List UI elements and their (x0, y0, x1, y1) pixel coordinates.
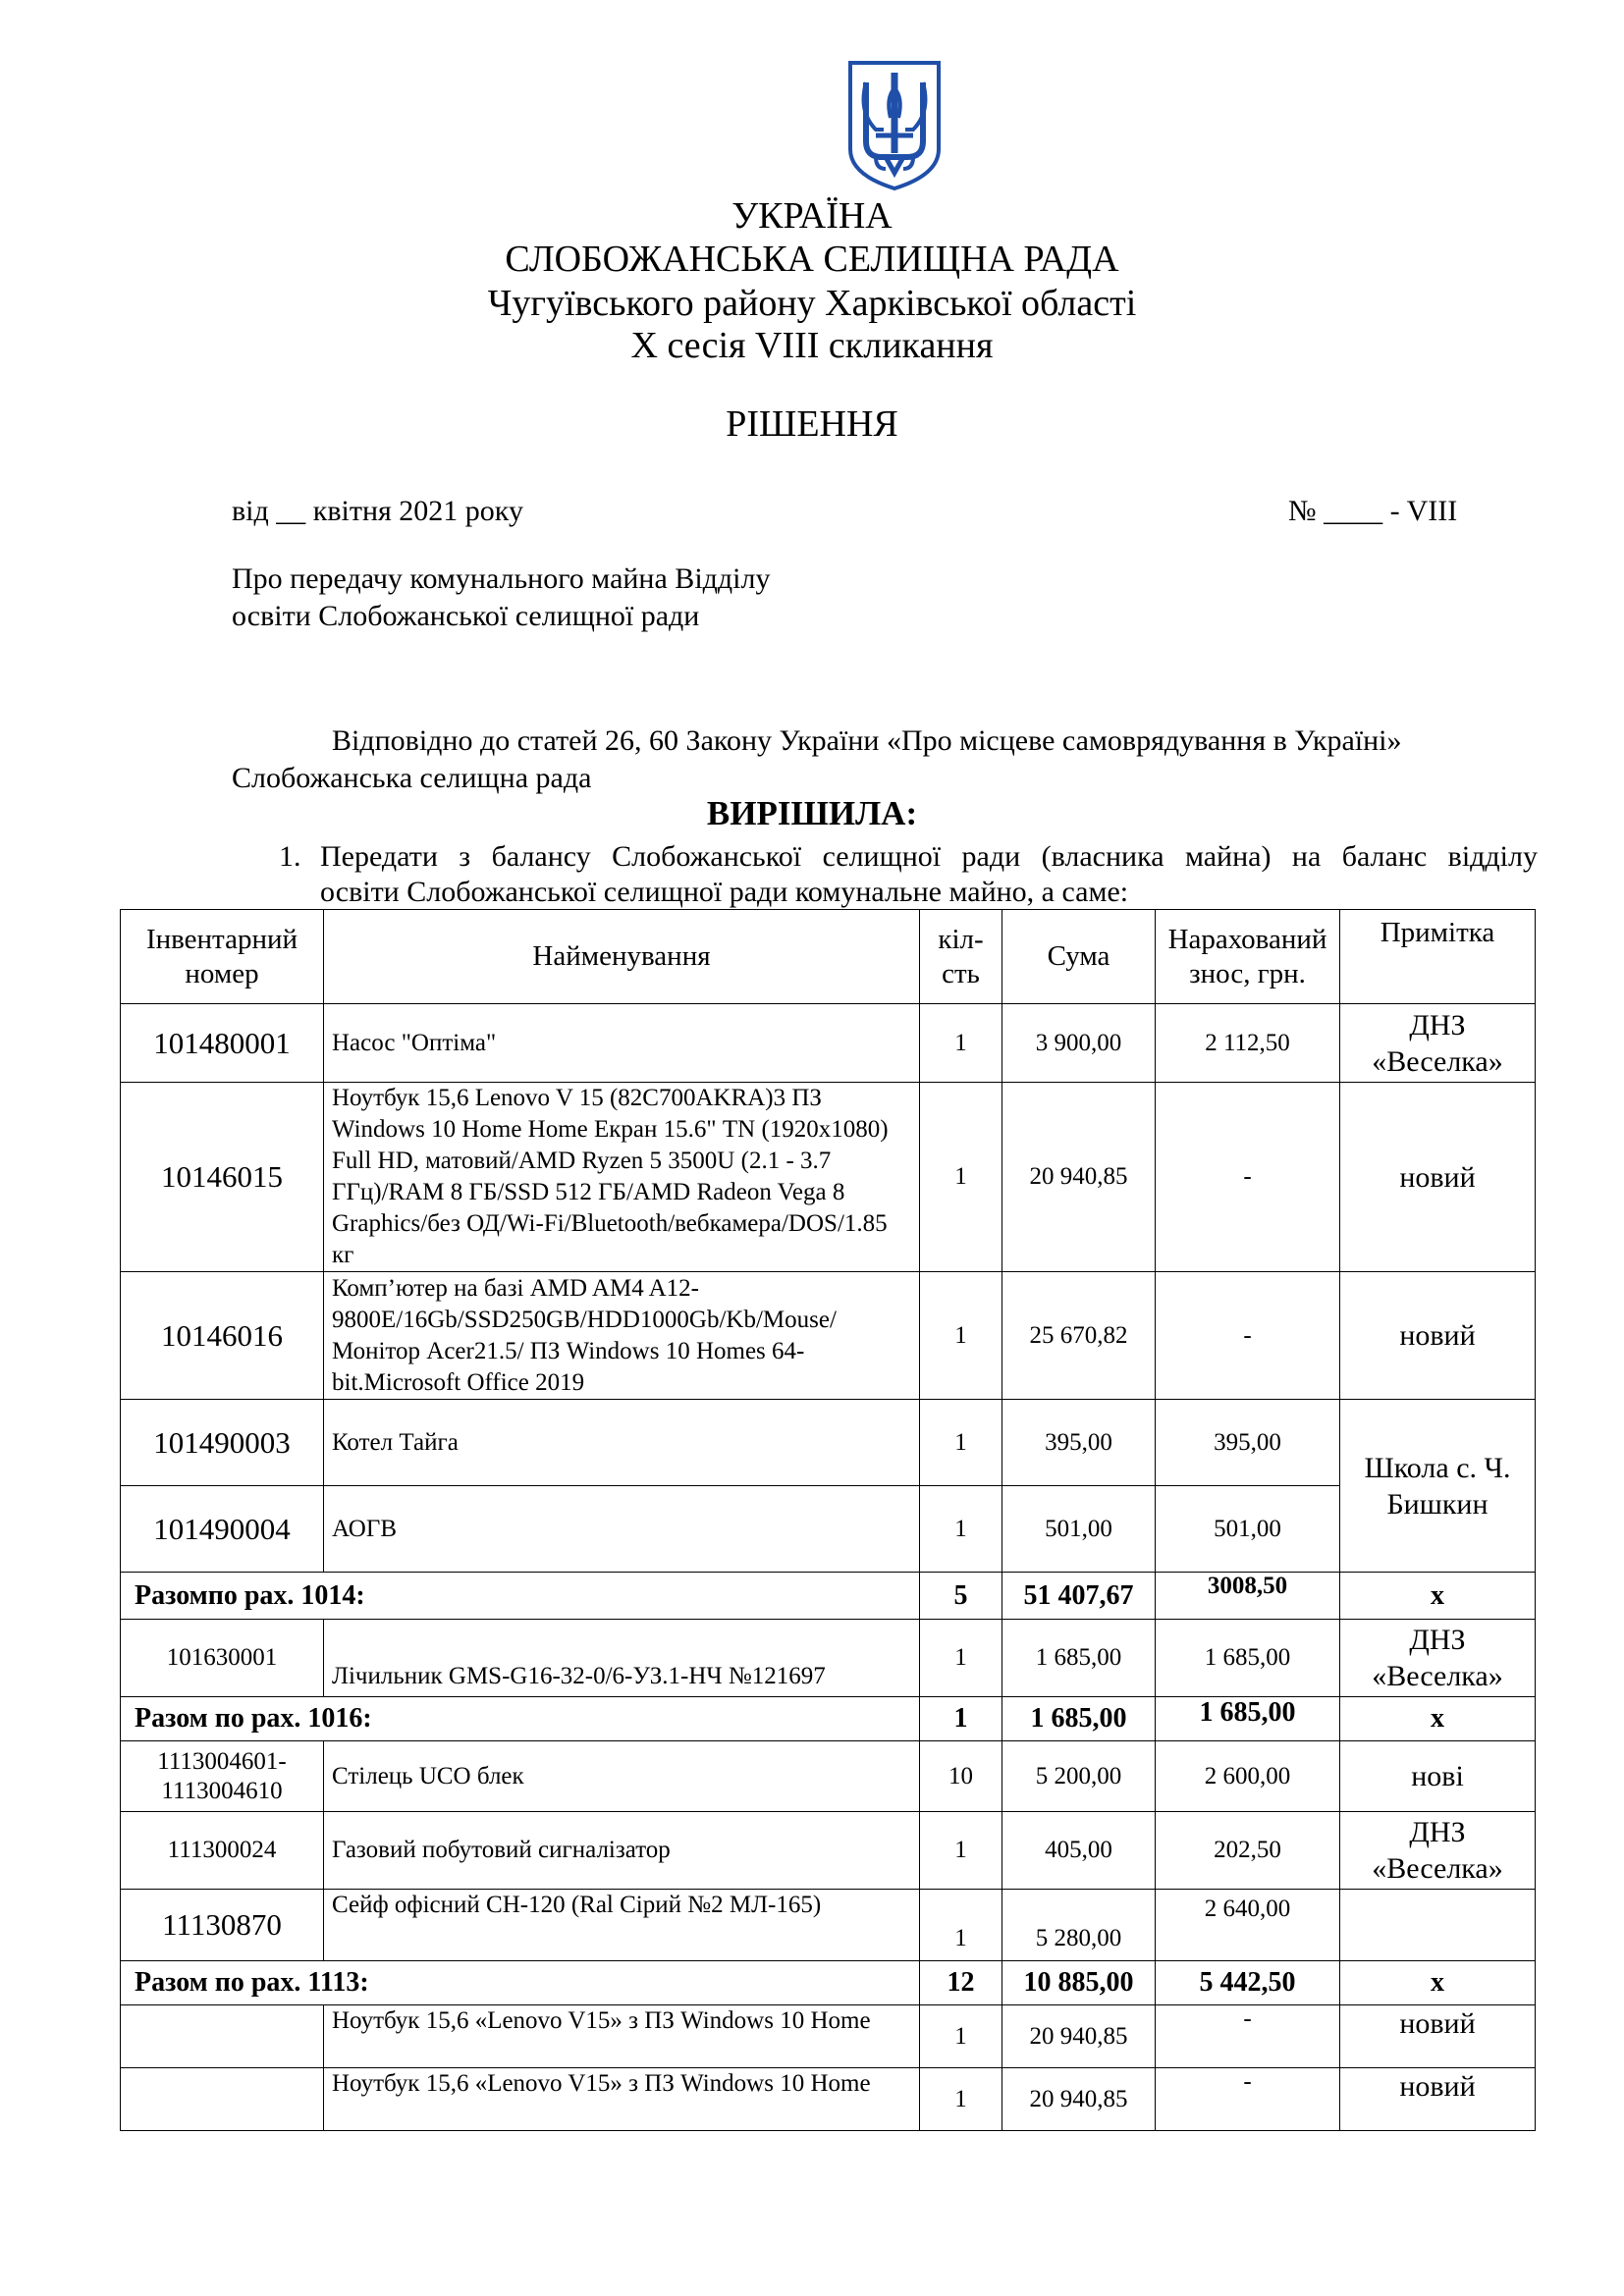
cell-sum: 5 200,00 (1002, 1741, 1156, 1812)
cell-name: Стілець UCO блек (324, 1741, 920, 1812)
total-label: Разомпо рах. 1014: (121, 1573, 920, 1620)
total-sum: 1 685,00 (1002, 1697, 1156, 1741)
inventory-table (120, 909, 1536, 2131)
cell-quantity: 1 (920, 1812, 1002, 1890)
decision-date: від __ квітня 2021 року (232, 495, 523, 527)
table-row (121, 1272, 1536, 1400)
cell-note: ДНЗ «Веселка» (1340, 1812, 1536, 1890)
cell-inventory-number (121, 2068, 324, 2131)
cell-inventory-number: 11130870 (121, 1890, 324, 1961)
council-title: СЛОБОЖАНСЬКА СЕЛИЩНА РАДА (505, 239, 1119, 280)
table-row (121, 2005, 1536, 2068)
cell-inventory-number: 111300024 (121, 1812, 324, 1890)
header-depreciation: Нарахований знос, грн. (1156, 910, 1340, 1004)
country-title: УКРАЇНА (731, 195, 893, 237)
item-number: 1. (279, 840, 301, 873)
total-quantity: 1 (920, 1697, 1002, 1741)
total-label: Разом по рах. 1016: (121, 1697, 920, 1741)
cell-note: новий (1340, 2068, 1536, 2131)
table-row (121, 1741, 1536, 1812)
cell-depreciation: 2 112,50 (1156, 1004, 1340, 1083)
total-sum: 51 407,67 (1002, 1573, 1156, 1620)
cell-quantity: 1 (920, 1004, 1002, 1083)
cell-depreciation: 202,50 (1156, 1812, 1340, 1890)
cell-quantity: 10 (920, 1741, 1002, 1812)
total-row (121, 1961, 1536, 2005)
cell-quantity: 1 (920, 1486, 1002, 1573)
subject-line: освіти Слобожанської селищної ради (232, 600, 700, 632)
total-sum: 10 885,00 (1002, 1961, 1156, 2005)
cell-quantity: 1 (920, 1890, 1002, 1961)
cell-inventory-number: 10146015 (121, 1083, 324, 1272)
cell-note: ДНЗ «Веселка» (1340, 1620, 1536, 1697)
total-note: х (1340, 1697, 1536, 1741)
cell-depreciation: 2 600,00 (1156, 1741, 1340, 1812)
cell-sum: 20 940,85 (1002, 1083, 1156, 1272)
cell-quantity: 1 (920, 1400, 1002, 1486)
cell-note: новий (1340, 1083, 1536, 1272)
item-text-line: Передати з балансу Слобожанської селищної ради (власника майна) на баланс відділу (320, 840, 1538, 873)
total-note: х (1340, 1961, 1536, 2005)
subject-line: Про передачу комунального майна Відділу (232, 562, 771, 595)
header-quantity: кіл-сть (920, 910, 1002, 1004)
cell-inventory-number: 101480001 (121, 1004, 324, 1083)
cell-sum: 3 900,00 (1002, 1004, 1156, 1083)
total-depreciation: 5 442,50 (1156, 1961, 1340, 2005)
table-row (121, 1620, 1536, 1697)
cell-sum: 395,00 (1002, 1400, 1156, 1486)
preamble-line: Відповідно до статей 26, 60 Закону України «Про місцеве самоврядування в Україні» (332, 724, 1402, 757)
cell-quantity: 1 (920, 1620, 1002, 1697)
cell-sum: 20 940,85 (1002, 2005, 1156, 2068)
coat-of-arms-icon (846, 59, 943, 192)
total-label: Разом по рах. 1113: (121, 1961, 920, 2005)
cell-inventory-number: 101630001 (121, 1620, 324, 1697)
cell-inventory-number: 101490004 (121, 1486, 324, 1573)
cell-quantity: 1 (920, 2068, 1002, 2131)
table-row (121, 1083, 1536, 1272)
cell-depreciation: 395,00 (1156, 1400, 1340, 1486)
cell-sum: 405,00 (1002, 1812, 1156, 1890)
cell-sum: 20 940,85 (1002, 2068, 1156, 2131)
cell-name: Комп’ютер на базі AMD AM4 A12-9800E/16Gb/SSD250GB/HDD1000Gb/Kb/Mouse/ Монітор Acer21.5/ ПЗ Windows 10 Homes 64-bit.Microsoft Office 2019 (324, 1272, 920, 1400)
header-sum: Сума (1002, 910, 1156, 1004)
table-row (121, 1812, 1536, 1890)
cell-depreciation: - (1156, 2068, 1340, 2131)
cell-name: Лічильник GMS-G16-32-0/6-УЗ.1-НЧ №121697 (324, 1620, 920, 1697)
table-row (121, 1400, 1536, 1486)
cell-quantity: 1 (920, 2005, 1002, 2068)
cell-depreciation: - (1156, 1272, 1340, 1400)
total-row (121, 1697, 1536, 1741)
preamble-line: Слобожанська селищна рада (232, 762, 592, 794)
total-depreciation: 1 685,00 (1156, 1697, 1340, 1741)
cell-quantity: 1 (920, 1272, 1002, 1400)
cell-note: Школа с. Ч. Бишкин (1340, 1400, 1536, 1573)
table-header-row (121, 910, 1536, 1004)
cell-sum: 1 685,00 (1002, 1620, 1156, 1697)
table-row (121, 1890, 1536, 1961)
cell-name: Котел Тайга (324, 1400, 920, 1486)
total-depreciation: 3008,50 (1156, 1573, 1340, 1620)
cell-depreciation: 501,00 (1156, 1486, 1340, 1573)
cell-sum: 501,00 (1002, 1486, 1156, 1573)
cell-inventory-number: 101490003 (121, 1400, 324, 1486)
total-quantity: 5 (920, 1573, 1002, 1620)
cell-note: новий (1340, 2005, 1536, 2068)
item-text-line: освіти Слобожанської селищної ради комунальне майно, а саме: (320, 876, 1129, 908)
header-note: Примітка (1340, 910, 1536, 1004)
cell-depreciation: 1 685,00 (1156, 1620, 1340, 1697)
total-note: х (1340, 1573, 1536, 1620)
table-row (121, 1004, 1536, 1083)
session-title: Х сесія VIII скликання (630, 325, 994, 366)
cell-note (1340, 1890, 1536, 1961)
header-name: Найменування (324, 910, 920, 1004)
cell-note: новий (1340, 1272, 1536, 1400)
decided-heading: ВИРІШИЛА: (706, 794, 918, 832)
cell-inventory-number: 1113004601-1113004610 (121, 1741, 324, 1812)
cell-note: нові (1340, 1741, 1536, 1812)
decision-number: № ____ - VIII (1288, 495, 1458, 527)
cell-depreciation: - (1156, 2005, 1340, 2068)
cell-quantity: 1 (920, 1083, 1002, 1272)
table-row (121, 2068, 1536, 2131)
cell-depreciation: - (1156, 1083, 1340, 1272)
cell-name: Ноутбук 15,6 «Lenovo V15» з ПЗ Windows 10 Home (324, 2005, 920, 2068)
cell-name: АОГВ (324, 1486, 920, 1573)
cell-name: Сейф офісний СН-120 (Ral Сірий №2 МЛ-165) (324, 1890, 920, 1961)
district-title: Чугуївського району Харківської області (487, 283, 1137, 324)
total-quantity: 12 (920, 1961, 1002, 2005)
cell-name: Ноутбук 15,6 «Lenovo V15» з ПЗ Windows 10 Home (324, 2068, 920, 2131)
cell-sum: 5 280,00 (1002, 1890, 1156, 1961)
cell-inventory-number (121, 2005, 324, 2068)
cell-note: ДНЗ «Веселка» (1340, 1004, 1536, 1083)
cell-name: Насос "Оптіма" (324, 1004, 920, 1083)
cell-depreciation: 2 640,00 (1156, 1890, 1340, 1961)
header-inventory-number: Інвентарний номер (121, 910, 324, 1004)
cell-sum: 25 670,82 (1002, 1272, 1156, 1400)
table-row (121, 1486, 1536, 1573)
cell-name: Газовий побутовий сигналізатор (324, 1812, 920, 1890)
total-row (121, 1573, 1536, 1620)
cell-inventory-number: 10146016 (121, 1272, 324, 1400)
doc-type-title: РІШЕННЯ (726, 403, 898, 445)
cell-name: Ноутбук 15,6 Lenovo V 15 (82C700AKRA)3 ПЗ Windows 10 Home Home Екран 15.6" TN (1920x1080) Full HD, матовий/AMD Ryzen 5 3500U (2.1 - 3.7 ГГц)/RAM 8 ГБ/SSD 512 ГБ/AMD Radeon Vega 8 Graphics/без ОД/Wi-Fi/Bluetooth/вебкамера/DOS/1.85 кг (324, 1083, 920, 1272)
